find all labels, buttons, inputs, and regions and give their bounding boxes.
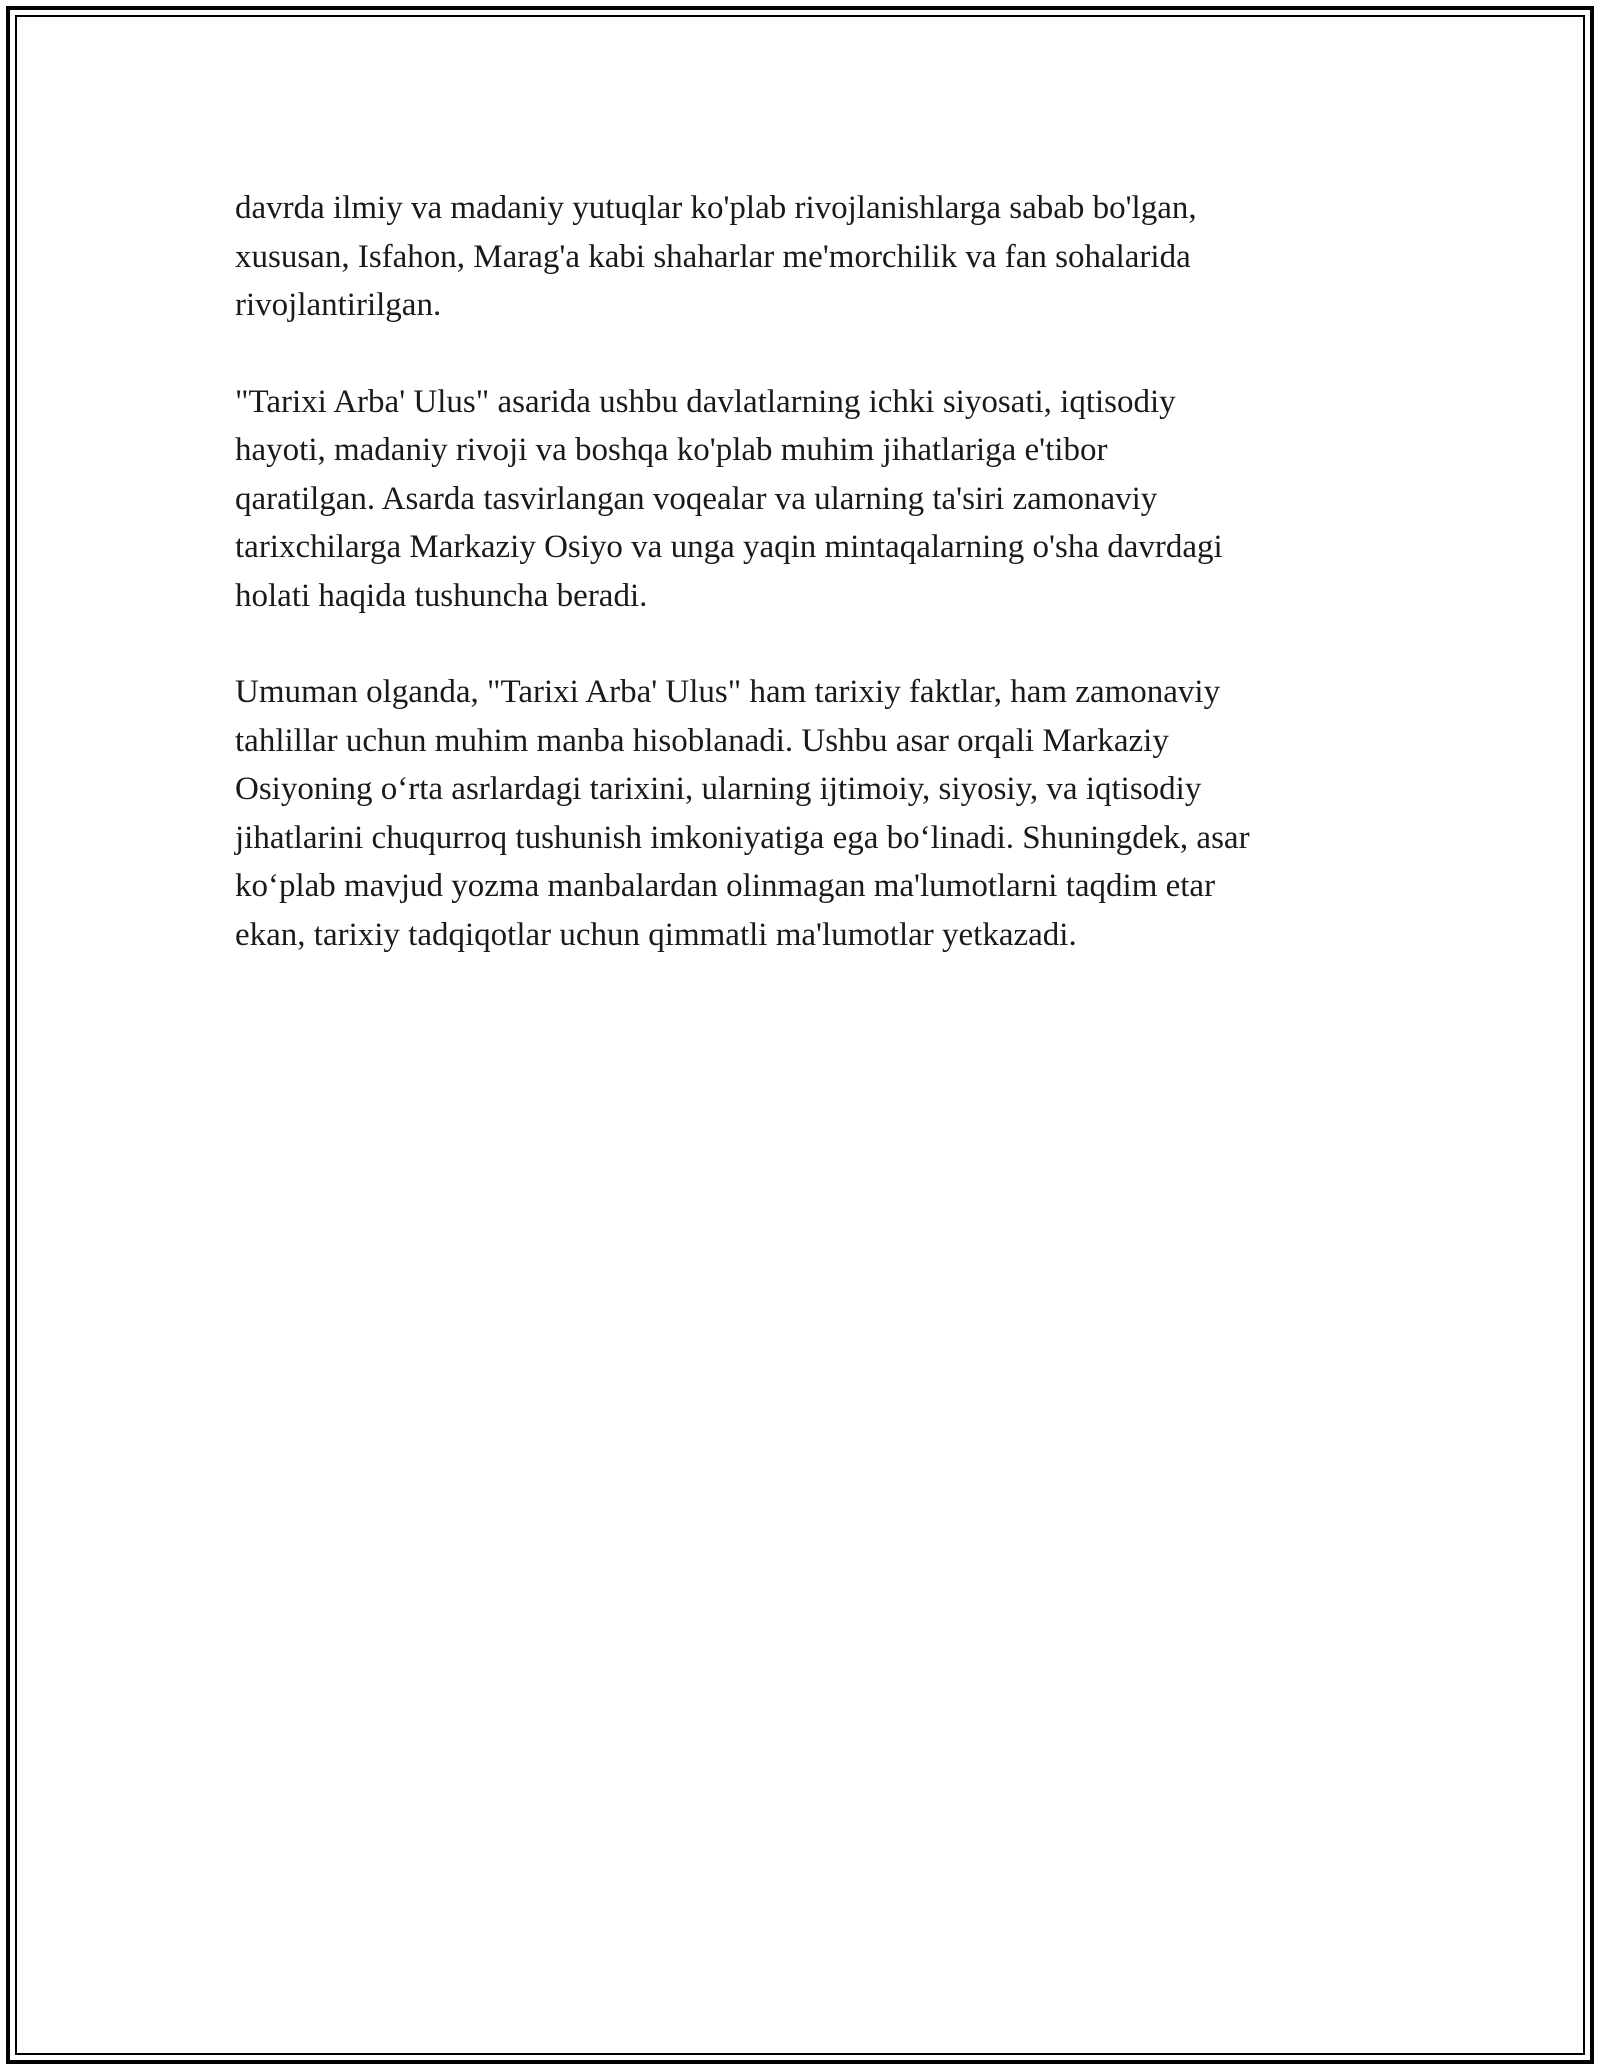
document-body	[235, 184, 1375, 1007]
paragraph-1: davrda ilmiy va madaniy yutuqlar ko'plab rivojlanishlarga sabab bo'lgan, xususan, Isfahon, Marag'a kabi shaharlar me'morchilik va fan sohalarida rivojlantirilgan.	[235, 190, 1197, 323]
paragraph-2: "Tarixi Arba' Ulus" asarida ushbu davlatlarning ichki siyosati, iqtisodiy hayoti, madaniy rivoji va boshqa ko'plab muhim jihatlariga e'tibor qaratilgan. Asarda tasvirlangan voqealar va ularning ta'siri zamonaviy tarixchilarga Markaziy Osiyo va unga yaqin mintaqalarning o'sha davrdagi holati haqida tushuncha beradi.	[235, 383, 1223, 614]
paragraph-3: Umuman olganda, "Tarixi Arba' Ulus" ham tarixiy faktlar, ham zamonaviy tahlillar uchun muhim manba hisoblanadi. Ushbu asar orqali Markaziy Osiyoning o‘rta asrlardagi tarixini, ularning ijtimoiy, siyosiy, va iqtisodiy jihatlarini chuqurroq tushunish imkoniyatiga ega bo‘linadi. Shuningdek, asar ko‘plab mavjud yozma manbalardan olinmagan ma'lumotlarni taqdim etar ekan, tarixiy tadqiqotlar uchun qimmatli ma'lumotlar yetkazadi.	[235, 674, 1250, 953]
